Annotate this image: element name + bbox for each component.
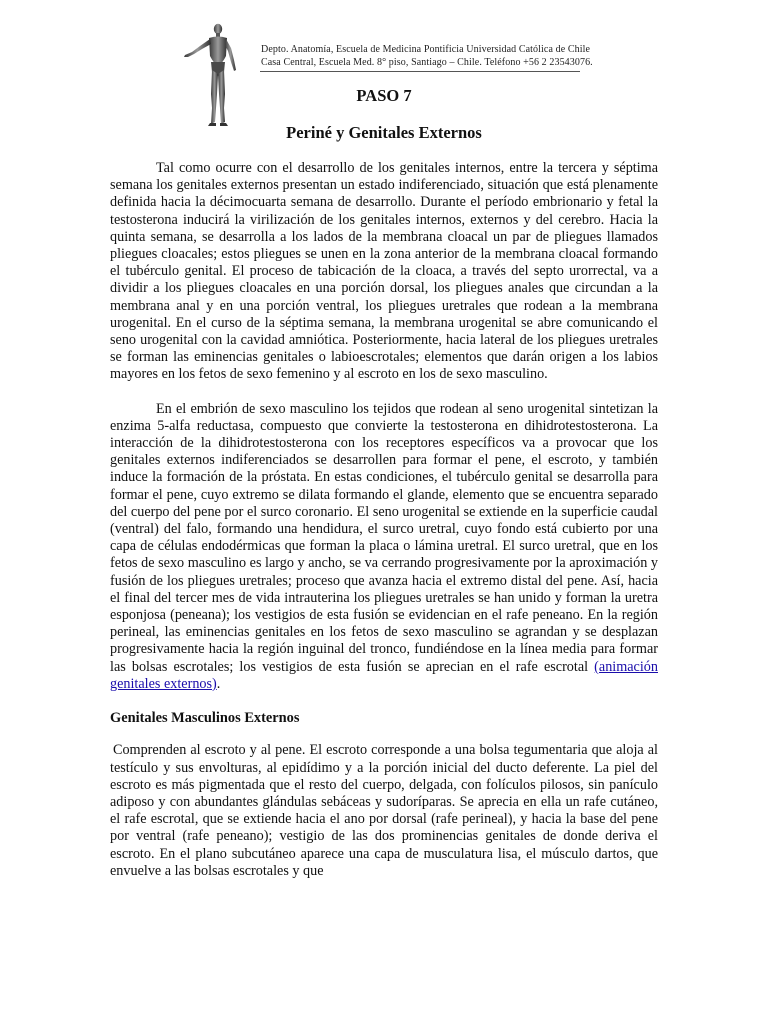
paragraph-2-text: En el embrión de sexo masculino los tejidos que rodean al seno urogenital sintetizan la enzima 5-alfa reductasa, compuesto que convierte la testosterona en dihidrotestosterona. La interacción de la dihidrotestosterona con los receptores específicos va a provocar que los genitales externos indiferenciados se desarrollen para formar el pene, el escroto, y también induce la formación de la próstata. En estas condiciones, el tubérculo genital se desarrolla para formar el pene, cuyo extremo se dilata formando el glande, elemento que se encuentra separado del cuerpo del pene por el surco coronario. El seno urogenital se extiende en la superficie caudal (ventral) del falo, formando una hendidura, el surco uretral, cuyo fondo está cubierto por una capa de células endodérmicas que forman la placa o lámina uretral. El surco uretral, que en los fetos de sexo masculino es largo y ancho, se va cerrando progresivamente por la aproximación y fusión de los pliegues uretrales; proceso que avanza hacia el extremo distal del pene. Así, hacia el final del tercer mes de vida intrauterina los pliegues uretrales se han unido y forman la uretra esponjosa (peneana); los vestigios de esta fusión se evidencian en el rafe peneano. En la región perineal, las eminencias genitales en los fetos de sexo masculino se agrandan y se desplazan progresivamente hacia la región inguinal del tronco, fundiéndose en la línea media para formar las bolsas escrotales; los vestigios de esta fusión se aprecian en el rafe escrotal: [110, 400, 658, 675]
paragraph-2: [110, 401, 658, 693]
step-label: PASO 7: [356, 86, 412, 105]
document-body: [110, 160, 658, 880]
step-heading: [0, 86, 768, 106]
institution-line-2: Casa Central, Escuela Med. 8° piso, Santiago – Chile. Teléfono +56 2 23543076.: [261, 57, 593, 68]
paragraph-2-end: .: [216, 675, 221, 692]
institution-info: [261, 43, 593, 69]
section-heading-male-external-genitalia: Genitales Masculinos Externos: [110, 710, 300, 727]
paragraph-3: Comprenden al escroto y al pene. El escroto corresponde a una bolsa tegumentaria que aloja al testículo y sus envolturas, al epidídimo y a la porción inicial del ducto deferente. La piel del escroto es más pigmentada que el resto del cuerpo, delgada, con folículos pilosos, sin panículo adiposo y con abundantes glándulas sebáceas y sudoríparas. Se aprecia en ella un rafe cutáneo, el rafe escrotal, que se extiende hacia el ano por dorsal (rafe perineal), y hacia la base del pene por ventral (rafe peneano); vestigio de las dos prominencias genitales de donde deriva el escroto. En el plano subcutáneo aparece una capa de musculatura lisa, el músculo dartos, que envuelve a las bolsas escrotales y que: [110, 742, 658, 879]
institution-line-1: Depto. Anatomía, Escuela de Medicina Pontificia Universidad Católica de Chile: [261, 44, 590, 55]
animation-link[interactable]: (animación genitales externos): [110, 658, 658, 692]
paragraph-1: Tal como ocurre con el desarrollo de los genitales internos, entre la tercera y séptima semana los genitales externos presentan un estado indiferenciado, situación que está plenamente definida hacia la décimocuarta semana de desarrollo. Durante el período embrionario y fetal la testosterona inducirá la virilización de los genitales internos, externos y del cerebro. Hacia la quinta semana, se desarrolla a los lados de la membrana cloacal un par de pliegues llamados pliegues cloacales; estos pliegues se unen en la zona anterior de la membrana cloacal formando el tubérculo genital. El proceso de tabicación de la cloaca, a través del septo urorrectal, va a dividir a los pliegues cloacales en una porción dorsal, los pliegues anales que circundan a la membrana anal y en una porción ventral, los pliegues uretrales que rodean a la membrana urogenital. En el curso de la séptima semana, la membrana urogenital se abre comunicando el seno urogenital con la cavidad amniótica. Posteriormente, hacia lateral de los pliegues uretrales se forman las eminencias genitales o labioescrotales; elementos que darán origen a los labios mayores en los fetos de sexo femenino y al escroto en los de sexo masculino.: [110, 160, 658, 383]
page-header: [0, 0, 768, 80]
document-title: Periné y Genitales Externos: [286, 123, 482, 142]
anatomy-figure-logo: [182, 22, 244, 130]
header-divider: [260, 71, 580, 72]
